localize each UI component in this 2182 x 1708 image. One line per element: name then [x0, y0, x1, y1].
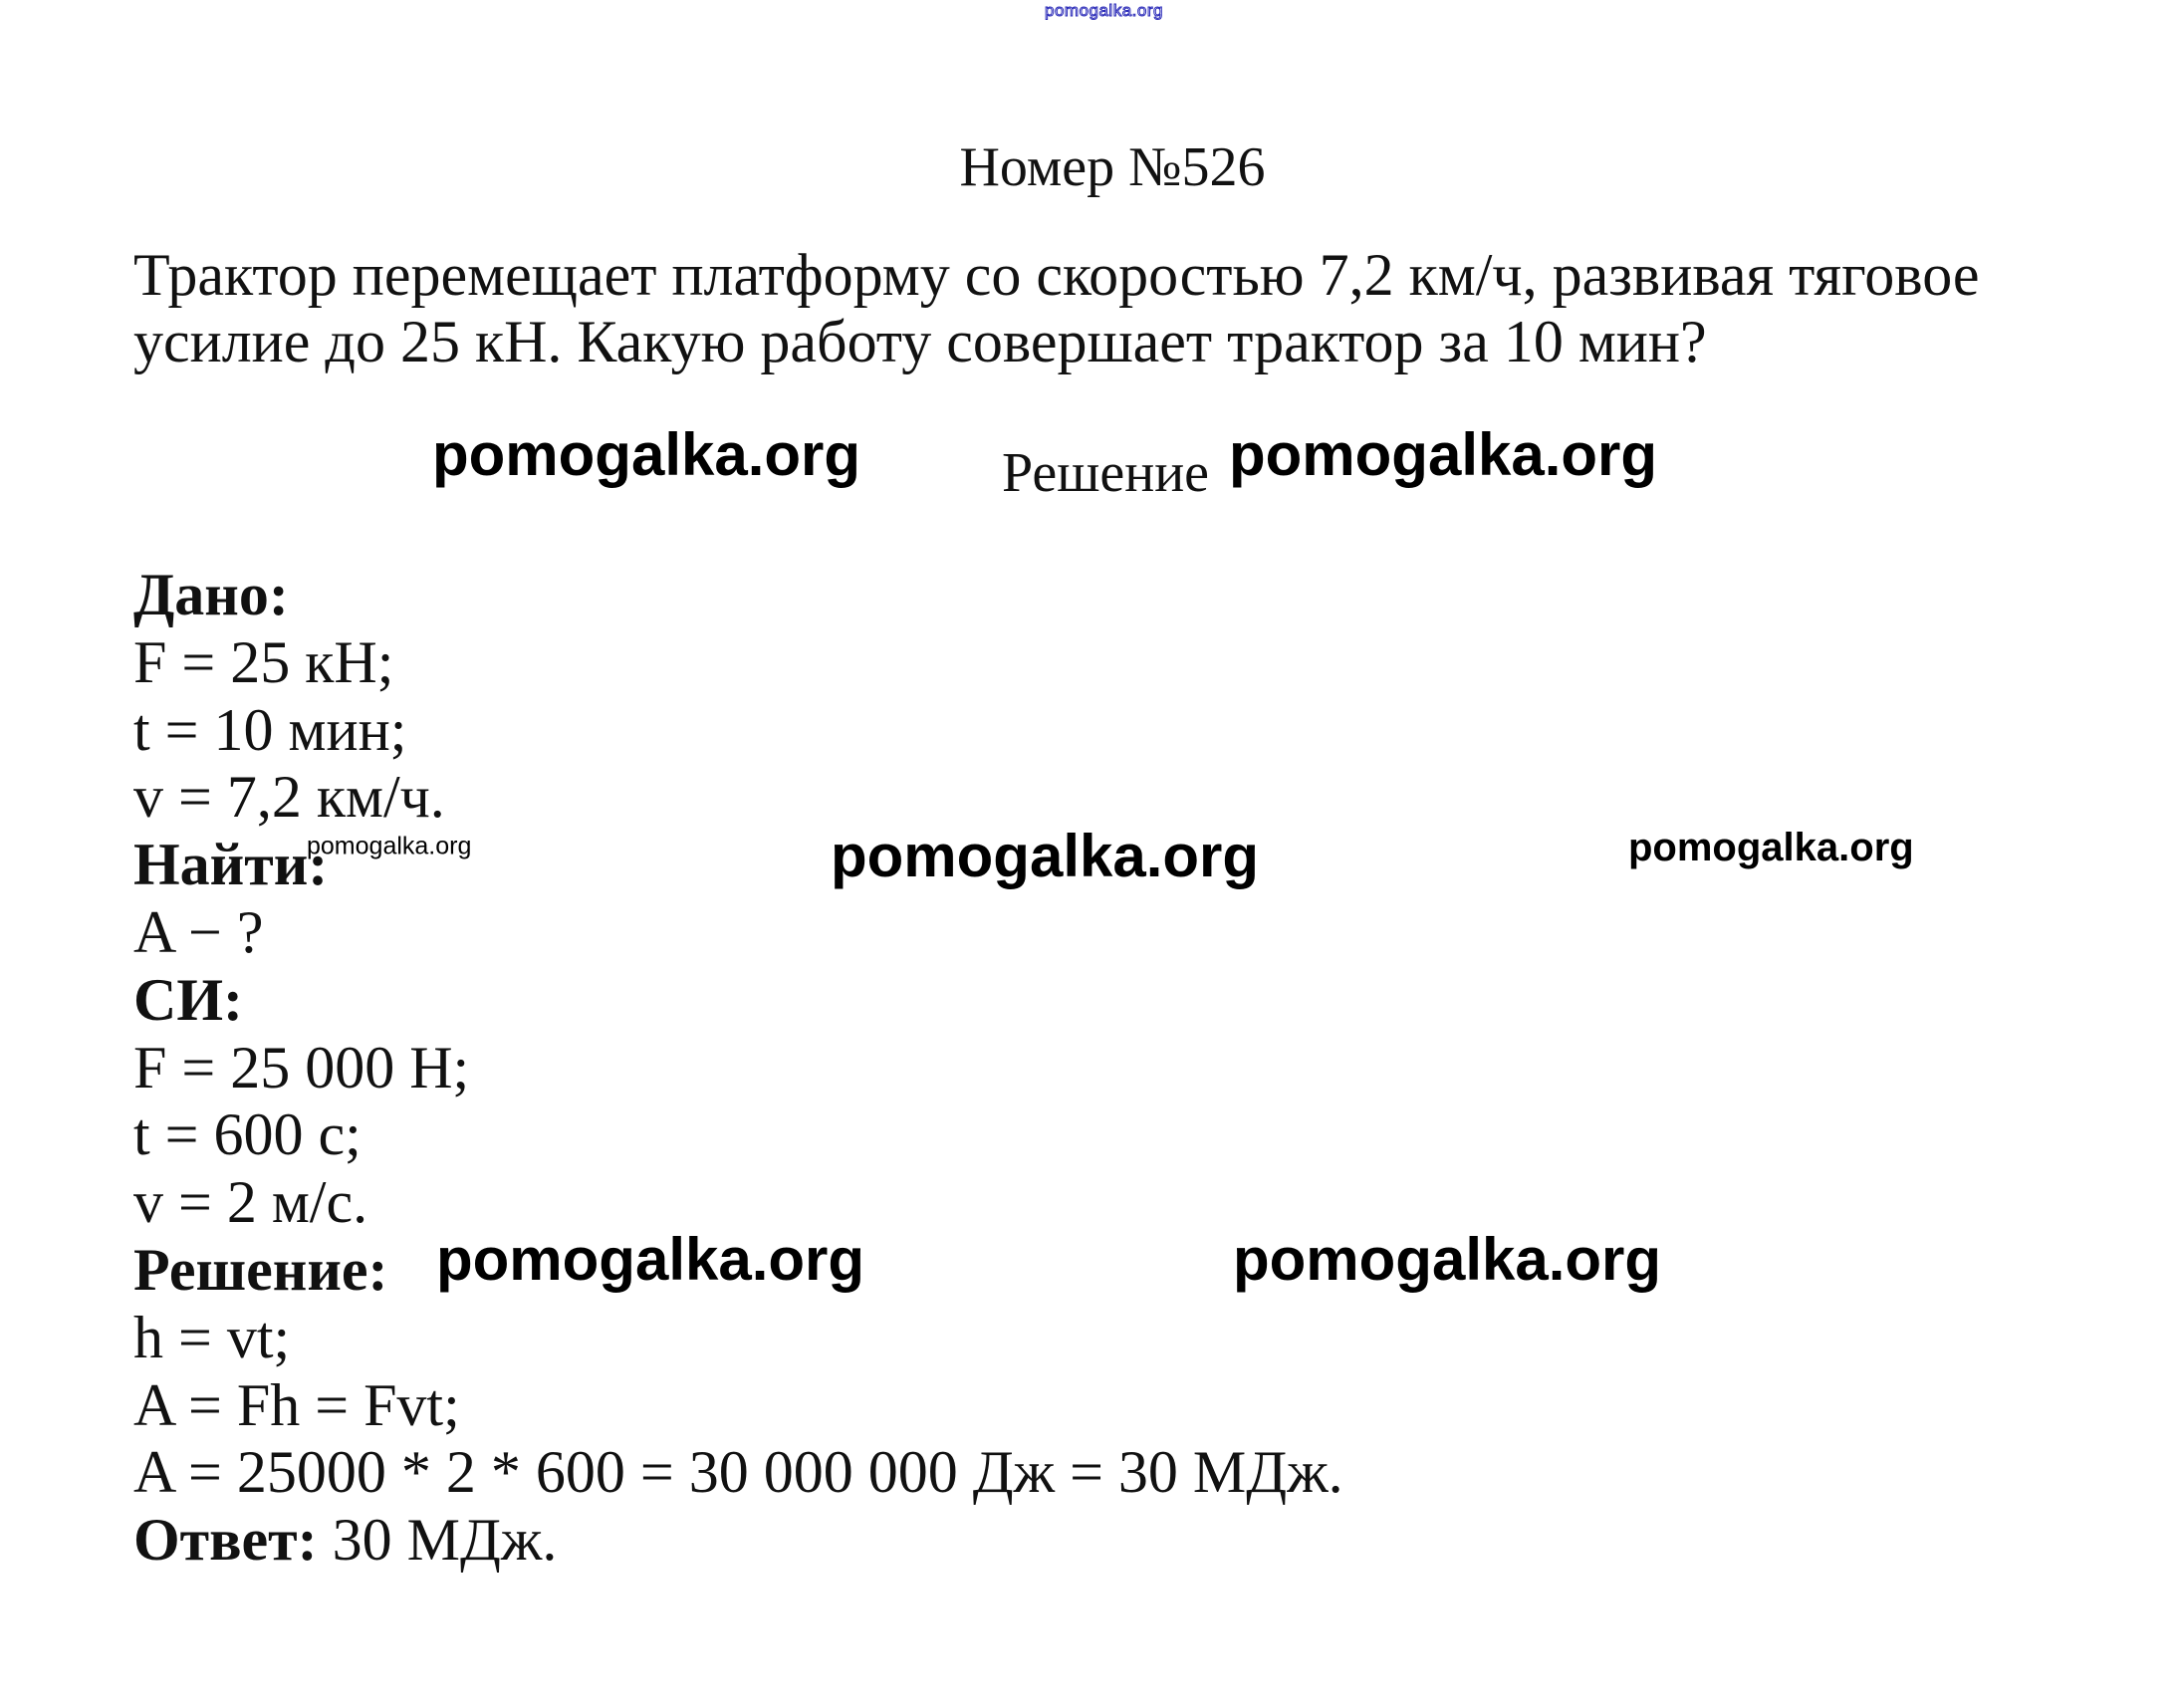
- si-line: v = 2 м/с.: [133, 1169, 368, 1236]
- solution-line: h = vt;: [133, 1304, 291, 1370]
- problem-line: Трактор перемещает платформу со скоростью 7,2 км/ч, развивая тяговое: [133, 242, 1980, 308]
- find-line: A − ?: [133, 898, 264, 965]
- watermark: pomogalka.org: [1628, 826, 1914, 869]
- watermark: pomogalka.org: [1233, 1226, 1662, 1293]
- watermark: pomogalka.org: [432, 421, 861, 488]
- answer-line: [133, 1507, 1343, 1575]
- solution-label: Решение:: [133, 1236, 388, 1303]
- si-line: F = 25 000 Н;: [133, 1034, 470, 1100]
- solution-line: A = 25000 * 2 * 600 = 30 000 000 Дж = 30 МДж.: [133, 1439, 1343, 1506]
- answer-value: 30 МДж.: [317, 1507, 558, 1574]
- page-title: Номер №526: [959, 136, 1266, 198]
- given-label: Дано:: [133, 562, 289, 627]
- problem-line: усилие до 25 кН. Какую работу совершает трактор за 10 мин?: [133, 309, 1707, 374]
- si-label: СИ:: [133, 966, 243, 1033]
- find-label: Найти:: [133, 832, 329, 898]
- solution-heading: Решение: [1002, 442, 1210, 504]
- solution-line: A = Fh = Fvt;: [133, 1371, 460, 1438]
- watermark: pomogalka.org: [436, 1226, 865, 1293]
- header-watermark: pomogalka.org: [1045, 1, 1163, 20]
- watermark: pomogalka.org: [1229, 421, 1658, 488]
- given-line: t = 10 мин;: [133, 696, 407, 763]
- given-line: F = 25 кН;: [133, 628, 394, 695]
- watermark: pomogalka.org: [307, 832, 472, 860]
- problem-statement: [133, 242, 1980, 375]
- si-line: t = 600 с;: [133, 1101, 362, 1168]
- given-line: v = 7,2 км/ч.: [133, 764, 445, 831]
- watermark: pomogalka.org: [831, 823, 1260, 889]
- solution-body: [133, 562, 1343, 1575]
- answer-label: Ответ:: [133, 1507, 318, 1574]
